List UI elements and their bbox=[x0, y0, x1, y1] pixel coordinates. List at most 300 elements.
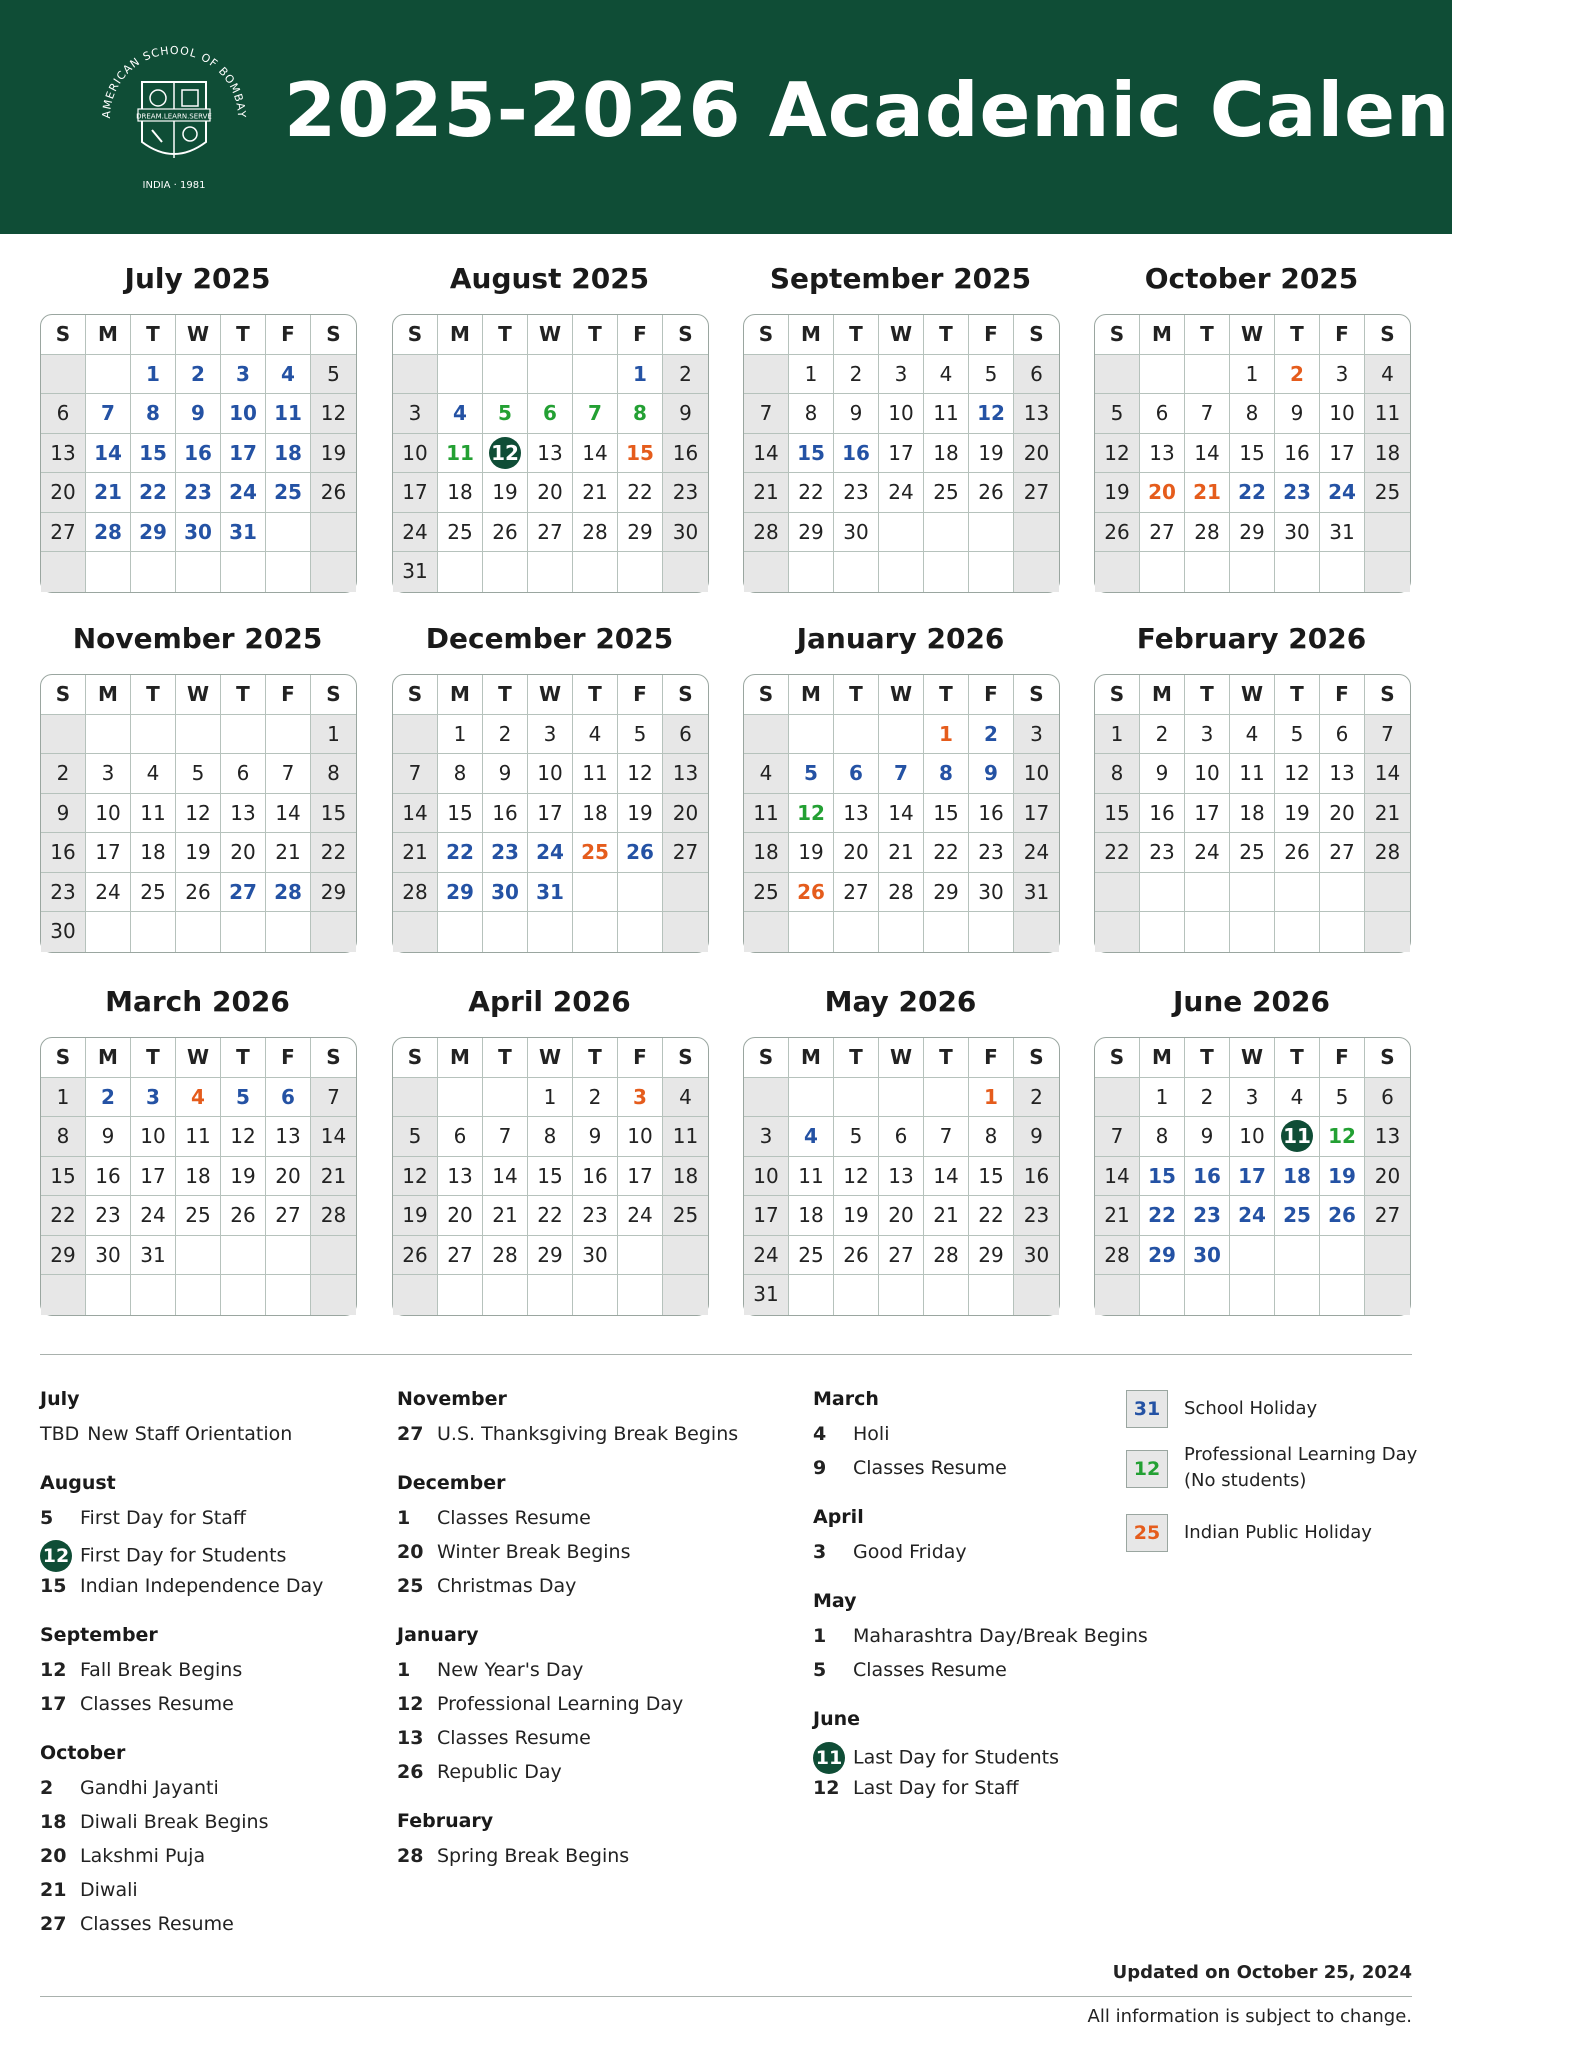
calendar-day: 15 bbox=[131, 434, 176, 474]
calendar-empty-cell bbox=[573, 873, 618, 913]
calendar-empty-cell bbox=[393, 355, 438, 395]
weekday-header: S bbox=[393, 315, 438, 355]
event-item bbox=[813, 1742, 1148, 1769]
calendar-day: 2 bbox=[41, 754, 86, 794]
event-month-heading: August bbox=[40, 1472, 116, 1494]
month-title: May 2026 bbox=[824, 985, 977, 1018]
calendar-day: 20 bbox=[1140, 473, 1185, 513]
event-item bbox=[397, 1540, 738, 1564]
calendar-day: 5 bbox=[834, 1117, 879, 1157]
calendar-day: 21 bbox=[483, 1196, 528, 1236]
calendar-day: 5 bbox=[789, 754, 834, 794]
calendar-day: 13 bbox=[221, 794, 266, 834]
calendar-empty-cell bbox=[176, 912, 221, 952]
event-text: First Day for Staff bbox=[80, 1507, 246, 1529]
calendar-day: 27 bbox=[266, 1196, 311, 1236]
weekday-header: S bbox=[311, 315, 356, 355]
weekday-header: T bbox=[1275, 1038, 1320, 1078]
calendar-day: 18 bbox=[266, 434, 311, 474]
month-grid bbox=[743, 314, 1060, 593]
calendar-day: 28 bbox=[879, 873, 924, 913]
calendar-day: 31 bbox=[528, 873, 573, 913]
weekday-header: T bbox=[221, 315, 266, 355]
calendar-day: 25 bbox=[1365, 473, 1410, 513]
weekday-header: T bbox=[1185, 315, 1230, 355]
weekday-header: T bbox=[131, 315, 176, 355]
calendar-day: 25 bbox=[573, 833, 618, 873]
calendar-day: 18 bbox=[131, 833, 176, 873]
weekday-header: S bbox=[663, 315, 708, 355]
calendar-day: 27 bbox=[879, 1236, 924, 1276]
calendar-day: 11 bbox=[266, 394, 311, 434]
calendar-day: 16 bbox=[1275, 434, 1320, 474]
event-month-heading: December bbox=[397, 1472, 506, 1494]
calendar-day: 14 bbox=[879, 794, 924, 834]
calendar-empty-cell bbox=[618, 1236, 663, 1276]
calendar-day: 29 bbox=[41, 1236, 86, 1276]
calendar-day: 2 bbox=[1140, 715, 1185, 755]
calendar-empty-cell bbox=[86, 912, 131, 952]
month-grid bbox=[392, 314, 709, 593]
calendar-empty-cell bbox=[879, 513, 924, 553]
event-group bbox=[397, 1472, 738, 1598]
event-text: Republic Day bbox=[437, 1761, 562, 1783]
weekday-header: T bbox=[1185, 675, 1230, 715]
calendar-day: 30 bbox=[834, 513, 879, 553]
calendar-empty-cell bbox=[1320, 1275, 1365, 1315]
weekday-header: F bbox=[969, 675, 1014, 715]
weekday-header: W bbox=[176, 315, 221, 355]
calendar-day: 22 bbox=[41, 1196, 86, 1236]
event-date: TBD bbox=[40, 1423, 80, 1445]
calendar-day: 28 bbox=[266, 873, 311, 913]
calendar-empty-cell bbox=[744, 912, 789, 952]
calendar-day: 28 bbox=[924, 1236, 969, 1276]
calendar-day: 21 bbox=[1185, 473, 1230, 513]
event-item bbox=[813, 1422, 1148, 1446]
month-grid bbox=[40, 314, 357, 593]
calendar-day: 23 bbox=[1140, 833, 1185, 873]
calendar-day: 7 bbox=[573, 394, 618, 434]
calendar-day: 20 bbox=[41, 473, 86, 513]
calendar-day: 20 bbox=[438, 1196, 483, 1236]
event-date: 12 bbox=[397, 1693, 424, 1715]
calendar-day: 4 bbox=[1230, 715, 1275, 755]
calendar-day: 2 bbox=[663, 355, 708, 395]
month-grid bbox=[1094, 674, 1411, 953]
calendar-empty-cell bbox=[789, 715, 834, 755]
calendar-day: 4 bbox=[663, 1078, 708, 1118]
month-grid bbox=[392, 674, 709, 953]
calendar-day: 7 bbox=[1185, 394, 1230, 434]
calendar-day: 29 bbox=[528, 1236, 573, 1276]
weekday-header: W bbox=[879, 1038, 924, 1078]
weekday-header: F bbox=[266, 315, 311, 355]
calendar-day: 22 bbox=[131, 473, 176, 513]
calendar-day: 3 bbox=[879, 355, 924, 395]
calendar-day: 24 bbox=[1320, 473, 1365, 513]
calendar-day: 17 bbox=[879, 434, 924, 474]
calendar-day: 2 bbox=[1185, 1078, 1230, 1118]
event-date: 12 bbox=[40, 1659, 67, 1681]
weekday-header: F bbox=[618, 315, 663, 355]
event-text: Christmas Day bbox=[437, 1575, 577, 1597]
calendar-day: 3 bbox=[1230, 1078, 1275, 1118]
calendar-day: 15 bbox=[438, 794, 483, 834]
event-item bbox=[40, 1776, 323, 1800]
calendar-empty-cell bbox=[1095, 355, 1140, 395]
calendar-day: 30 bbox=[86, 1236, 131, 1276]
event-text: Professional Learning Day bbox=[437, 1693, 684, 1715]
event-text: Last Day for Students bbox=[853, 1746, 1060, 1769]
calendar-day: 8 bbox=[1230, 394, 1275, 434]
calendar-day: 24 bbox=[528, 833, 573, 873]
event-date: 13 bbox=[397, 1727, 424, 1749]
calendar-day: 22 bbox=[1230, 473, 1275, 513]
event-text: Lakshmi Puja bbox=[80, 1845, 206, 1867]
calendar-day: 13 bbox=[528, 434, 573, 474]
calendar-day: 2 bbox=[1014, 1078, 1059, 1118]
calendar-empty-cell bbox=[41, 355, 86, 395]
calendar-empty-cell bbox=[438, 1275, 483, 1315]
calendar-day: 20 bbox=[663, 794, 708, 834]
weekday-header: S bbox=[1095, 675, 1140, 715]
weekday-header: W bbox=[1230, 315, 1275, 355]
calendar-day: 18 bbox=[924, 434, 969, 474]
calendar-day: 17 bbox=[393, 473, 438, 513]
calendar-day: 21 bbox=[266, 833, 311, 873]
calendar-day: 24 bbox=[221, 473, 266, 513]
calendar-empty-cell bbox=[131, 912, 176, 952]
calendar-day: 25 bbox=[438, 513, 483, 553]
section-divider bbox=[40, 1354, 1412, 1355]
weekday-header: T bbox=[483, 1038, 528, 1078]
calendar-empty-cell bbox=[834, 912, 879, 952]
calendar-day: 17 bbox=[1014, 794, 1059, 834]
legend-label: Professional Learning Day (No students) bbox=[1184, 1444, 1418, 1491]
calendar-empty-cell bbox=[393, 1275, 438, 1315]
calendar-day: 21 bbox=[573, 473, 618, 513]
calendar-day: 4 bbox=[924, 355, 969, 395]
calendar-day: 2 bbox=[969, 715, 1014, 755]
event-item bbox=[40, 1878, 323, 1902]
calendar-day: 1 bbox=[528, 1078, 573, 1118]
calendar-day: 19 bbox=[221, 1157, 266, 1197]
calendar-day: 21 bbox=[924, 1196, 969, 1236]
calendar-day: 15 bbox=[1140, 1157, 1185, 1197]
calendar-day: 15 bbox=[41, 1157, 86, 1197]
weekday-header: W bbox=[176, 675, 221, 715]
calendar-day: 5 bbox=[969, 355, 1014, 395]
weekday-header: T bbox=[924, 315, 969, 355]
event-text: New Staff Orientation bbox=[87, 1423, 293, 1445]
calendar-day: 22 bbox=[1140, 1196, 1185, 1236]
weekday-header: S bbox=[311, 675, 356, 715]
calendar-day: 19 bbox=[789, 833, 834, 873]
calendar-day: 5 bbox=[176, 754, 221, 794]
calendar-day: 2 bbox=[834, 355, 879, 395]
event-item bbox=[40, 1912, 323, 1936]
calendar-empty-cell bbox=[311, 552, 356, 592]
calendar-day: 13 bbox=[663, 754, 708, 794]
calendar-day: 1 bbox=[311, 715, 356, 755]
calendar-day: 4 bbox=[744, 754, 789, 794]
weekday-header: M bbox=[1140, 675, 1185, 715]
calendar-empty-cell bbox=[1275, 552, 1320, 592]
calendar-day: 18 bbox=[176, 1157, 221, 1197]
event-date: 1 bbox=[813, 1625, 827, 1647]
weekday-header: S bbox=[311, 1038, 356, 1078]
weekday-header: T bbox=[221, 1038, 266, 1078]
calendar-empty-cell bbox=[744, 715, 789, 755]
weekday-header: M bbox=[1140, 1038, 1185, 1078]
calendar-day: 26 bbox=[969, 473, 1014, 513]
calendar-day: 2 bbox=[573, 1078, 618, 1118]
calendar-day: 12 bbox=[1320, 1117, 1365, 1157]
calendar-day: 21 bbox=[744, 473, 789, 513]
calendar-empty-cell bbox=[663, 1236, 708, 1276]
calendar-day: 27 bbox=[1140, 513, 1185, 553]
calendar-day: 13 bbox=[834, 794, 879, 834]
calendar-day: 6 bbox=[221, 754, 266, 794]
calendar-day: 28 bbox=[744, 513, 789, 553]
calendar-day: 10 bbox=[393, 434, 438, 474]
weekday-header: F bbox=[618, 675, 663, 715]
calendar-day: 14 bbox=[744, 434, 789, 474]
calendar-day: 8 bbox=[618, 394, 663, 434]
calendar-day: 30 bbox=[483, 873, 528, 913]
calendar-day: 2 bbox=[176, 355, 221, 395]
events-column bbox=[40, 1388, 323, 1962]
calendar-day: 17 bbox=[221, 434, 266, 474]
weekday-header: W bbox=[1230, 675, 1275, 715]
calendar-day: 6 bbox=[266, 1078, 311, 1118]
calendar-empty-cell bbox=[131, 552, 176, 592]
calendar-empty-cell bbox=[789, 912, 834, 952]
calendar-day: 7 bbox=[266, 754, 311, 794]
calendar-day: 8 bbox=[924, 754, 969, 794]
calendar-day: 13 bbox=[41, 434, 86, 474]
calendar-day: 29 bbox=[1140, 1236, 1185, 1276]
calendar-day: 9 bbox=[573, 1117, 618, 1157]
event-group bbox=[813, 1708, 1148, 1800]
calendar-day: 8 bbox=[311, 754, 356, 794]
calendar-day: 15 bbox=[924, 794, 969, 834]
calendar-empty-cell bbox=[879, 1078, 924, 1118]
event-item bbox=[397, 1422, 738, 1446]
calendar-empty-cell bbox=[618, 912, 663, 952]
calendar-day: 17 bbox=[528, 794, 573, 834]
calendar-day: 10 bbox=[86, 794, 131, 834]
event-group bbox=[813, 1506, 1148, 1564]
event-item bbox=[813, 1540, 1148, 1564]
calendar-day: 23 bbox=[41, 873, 86, 913]
calendar-day: 3 bbox=[1320, 355, 1365, 395]
calendar-empty-cell bbox=[86, 355, 131, 395]
event-date: 28 bbox=[397, 1845, 424, 1867]
calendar-day: 18 bbox=[1230, 794, 1275, 834]
event-group bbox=[397, 1810, 738, 1868]
calendar-day: 6 bbox=[834, 754, 879, 794]
calendar-day: 23 bbox=[1275, 473, 1320, 513]
svg-text:AMERICAN SCHOOL OF BOMBAY: AMERICAN SCHOOL OF BOMBAY bbox=[99, 43, 249, 119]
calendar-day: 3 bbox=[618, 1078, 663, 1118]
weekday-header: S bbox=[1095, 1038, 1140, 1078]
event-month-heading: September bbox=[40, 1624, 158, 1646]
event-item bbox=[40, 1506, 323, 1530]
calendar-day: 26 bbox=[311, 473, 356, 513]
calendar-day: 13 bbox=[438, 1157, 483, 1197]
calendar-day: 10 bbox=[879, 394, 924, 434]
calendar-day: 24 bbox=[131, 1196, 176, 1236]
calendar-day: 31 bbox=[131, 1236, 176, 1276]
event-date: 15 bbox=[40, 1575, 67, 1597]
weekday-header: M bbox=[438, 675, 483, 715]
calendar-empty-cell bbox=[1365, 513, 1410, 553]
calendar-empty-cell bbox=[618, 552, 663, 592]
calendar-day: 31 bbox=[1320, 513, 1365, 553]
weekday-header: S bbox=[1014, 315, 1059, 355]
calendar-day: 18 bbox=[573, 794, 618, 834]
calendar-day: 19 bbox=[618, 794, 663, 834]
calendar-empty-cell bbox=[1185, 355, 1230, 395]
calendar-day: 7 bbox=[86, 394, 131, 434]
calendar-day: 17 bbox=[86, 833, 131, 873]
calendar-empty-cell bbox=[393, 912, 438, 952]
weekday-header: F bbox=[266, 1038, 311, 1078]
calendar-day: 14 bbox=[86, 434, 131, 474]
calendar-day: 4 bbox=[1275, 1078, 1320, 1118]
calendar-day: 9 bbox=[834, 394, 879, 434]
weekday-header: S bbox=[1095, 315, 1140, 355]
event-month-heading: July bbox=[40, 1388, 80, 1410]
calendar-day: 8 bbox=[969, 1117, 1014, 1157]
calendar-empty-cell bbox=[221, 912, 266, 952]
calendar-empty-cell bbox=[573, 912, 618, 952]
calendar-day: 1 bbox=[131, 355, 176, 395]
calendar-day: 7 bbox=[483, 1117, 528, 1157]
highlighted-day-circle: 12 bbox=[489, 437, 521, 469]
legend-label: Indian Public Holiday bbox=[1184, 1522, 1372, 1543]
calendar-day: 13 bbox=[1320, 754, 1365, 794]
month-grid bbox=[1094, 314, 1411, 593]
calendar-empty-cell bbox=[1014, 552, 1059, 592]
calendar-empty-cell bbox=[1095, 1078, 1140, 1118]
calendar-day: 25 bbox=[744, 873, 789, 913]
calendar-day: 15 bbox=[528, 1157, 573, 1197]
calendar-day: 5 bbox=[483, 394, 528, 434]
calendar-day: 30 bbox=[176, 513, 221, 553]
calendar-empty-cell bbox=[744, 1078, 789, 1118]
calendar-day: 27 bbox=[1365, 1196, 1410, 1236]
calendar-day: 6 bbox=[1014, 355, 1059, 395]
calendar-day: 25 bbox=[1230, 833, 1275, 873]
calendar-day: 14 bbox=[483, 1157, 528, 1197]
calendar-day: 26 bbox=[1275, 833, 1320, 873]
calendar-empty-cell bbox=[1275, 873, 1320, 913]
calendar-day: 11 bbox=[663, 1117, 708, 1157]
calendar-day: 29 bbox=[438, 873, 483, 913]
calendar-day: 28 bbox=[393, 873, 438, 913]
calendar-empty-cell bbox=[969, 912, 1014, 952]
calendar-day: 31 bbox=[221, 513, 266, 553]
calendar-day: 6 bbox=[879, 1117, 924, 1157]
calendar-empty-cell bbox=[573, 1275, 618, 1315]
event-date: 12 bbox=[813, 1777, 840, 1799]
calendar-day: 20 bbox=[834, 833, 879, 873]
calendar-day: 9 bbox=[663, 394, 708, 434]
calendar-day: 16 bbox=[41, 833, 86, 873]
calendar-empty-cell bbox=[266, 513, 311, 553]
month-title: April 2026 bbox=[468, 985, 631, 1018]
calendar-day: 15 bbox=[311, 794, 356, 834]
calendar-day: 20 bbox=[1014, 434, 1059, 474]
calendar-day: 19 bbox=[176, 833, 221, 873]
event-item bbox=[813, 1624, 1148, 1648]
calendar-empty-cell bbox=[131, 1275, 176, 1315]
event-item bbox=[40, 1574, 323, 1598]
weekday-header: S bbox=[744, 675, 789, 715]
legend-label: School Holiday bbox=[1184, 1398, 1318, 1419]
calendar-day: 20 bbox=[1320, 794, 1365, 834]
calendar-empty-cell bbox=[1365, 912, 1410, 952]
calendar-day: 2 bbox=[1275, 355, 1320, 395]
calendar-empty-cell bbox=[528, 552, 573, 592]
weekday-header: M bbox=[438, 315, 483, 355]
calendar-day: 4 bbox=[131, 754, 176, 794]
event-text: Diwali Break Begins bbox=[80, 1811, 269, 1833]
calendar-day: 19 bbox=[834, 1196, 879, 1236]
event-month-heading: May bbox=[813, 1590, 857, 1612]
calendar-day: 7 bbox=[311, 1078, 356, 1118]
calendar-day: 11 bbox=[131, 794, 176, 834]
event-month-heading: February bbox=[397, 1810, 494, 1832]
event-item bbox=[397, 1574, 738, 1598]
event-text: U.S. Thanksgiving Break Begins bbox=[437, 1423, 739, 1445]
disclaimer: All information is subject to change. bbox=[1087, 2006, 1412, 2027]
event-text: Maharashtra Day/Break Begins bbox=[853, 1625, 1148, 1647]
weekday-header: M bbox=[86, 315, 131, 355]
event-date-circle: 11 bbox=[813, 1742, 845, 1774]
calendar-day: 4 bbox=[573, 715, 618, 755]
calendar-empty-cell bbox=[1014, 1275, 1059, 1315]
calendar-day: 16 bbox=[1140, 794, 1185, 834]
calendar-day: 16 bbox=[176, 434, 221, 474]
calendar-day: 25 bbox=[131, 873, 176, 913]
calendar-day: 30 bbox=[573, 1236, 618, 1276]
calendar-day: 27 bbox=[663, 833, 708, 873]
calendar-empty-cell bbox=[618, 873, 663, 913]
calendar-empty-cell bbox=[528, 1275, 573, 1315]
calendar-empty-cell bbox=[438, 1078, 483, 1118]
calendar-empty-cell bbox=[663, 873, 708, 913]
calendar-empty-cell bbox=[879, 552, 924, 592]
calendar-day: 24 bbox=[393, 513, 438, 553]
calendar-empty-cell bbox=[1320, 552, 1365, 592]
event-item bbox=[40, 1810, 323, 1834]
calendar-day: 8 bbox=[131, 394, 176, 434]
calendar-empty-cell bbox=[924, 1275, 969, 1315]
calendar-day: 23 bbox=[663, 473, 708, 513]
calendar-day: 30 bbox=[663, 513, 708, 553]
header-banner bbox=[0, 0, 1595, 234]
event-text: Classes Resume bbox=[853, 1659, 1007, 1681]
calendar-empty-cell bbox=[311, 513, 356, 553]
calendar-day: 24 bbox=[1230, 1196, 1275, 1236]
calendar-empty-cell bbox=[879, 912, 924, 952]
calendar-day: 30 bbox=[41, 912, 86, 952]
calendar-day: 27 bbox=[438, 1236, 483, 1276]
